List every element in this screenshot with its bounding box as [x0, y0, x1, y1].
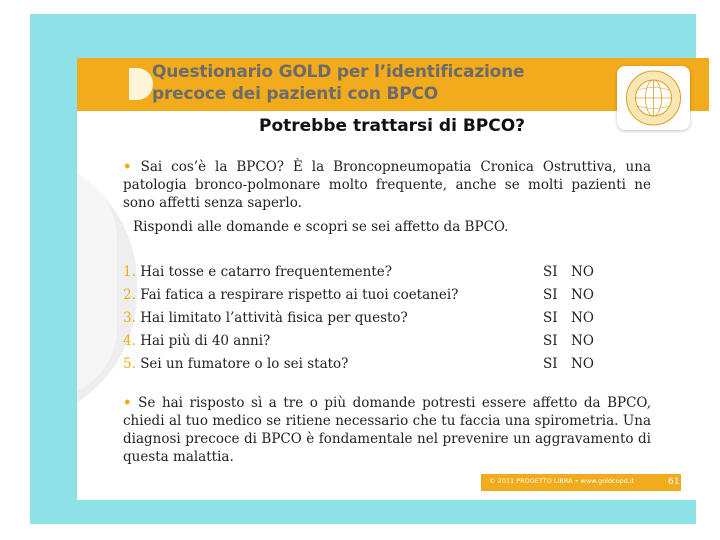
- gold-logo: [617, 66, 690, 130]
- answer-yes: SI: [543, 333, 558, 349]
- answer-no: NO: [571, 264, 594, 280]
- question-text: Hai più di 40 anni?: [140, 333, 271, 349]
- question-row: [123, 310, 643, 330]
- closing-text: Se hai risposto sì a tre o più domande potresti essere affetto da BPCO, chiedi al tuo medico se ritiene necessario che tu faccia una spirometria. Una diagnosi precoce di BPCO è fondamentale nel prevenire un aggravamento di questa malattia.: [123, 395, 651, 465]
- question-number: 5.: [123, 356, 136, 372]
- header-title-line2: precoce dei pazienti con BPCO: [152, 84, 438, 104]
- answer-yes: SI: [543, 287, 558, 303]
- question-text: Sei un fumatore o lo sei stato?: [140, 356, 349, 372]
- question-row: [123, 356, 643, 376]
- bullet-icon: •: [123, 159, 132, 175]
- question-text: Hai limitato l’attività fisica per questo?: [140, 310, 408, 326]
- question-text: Hai tosse e catarro frequentemente?: [140, 264, 393, 280]
- answer-no: NO: [571, 310, 594, 326]
- slide-frame: [30, 14, 696, 524]
- answer-yes: SI: [543, 356, 558, 372]
- answer-no: NO: [571, 287, 594, 303]
- footer-bar: [481, 474, 681, 491]
- question-number: 4.: [123, 333, 136, 349]
- question-number: 3.: [123, 310, 136, 326]
- question-number: 2.: [123, 287, 136, 303]
- slide-subtitle: Potrebbe trattarsi di BPCO?: [259, 116, 526, 136]
- instruction-text: Rispondi alle domande e scopri se sei affetto da BPCO.: [133, 219, 509, 235]
- answer-no: NO: [571, 333, 594, 349]
- question-text: Fai fatica a respirare rispetto ai tuoi coetanei?: [140, 287, 459, 303]
- intro-paragraph: [123, 158, 651, 212]
- intro-text: Sai cos’è la BPCO? È la Broncopneumopatia Cronica Ostruttiva, una patologia bronco-polmonare molto frequente, anche se molti pazienti ne sono affetti senza saperlo.: [123, 159, 651, 211]
- header-band: [77, 58, 709, 111]
- answer-no: NO: [571, 356, 594, 372]
- question-row: [123, 264, 643, 284]
- header-decoration: [129, 68, 153, 100]
- header-title-line1: Questionario GOLD per l’identificazione: [152, 62, 525, 82]
- page-number: 61: [668, 477, 680, 487]
- question-row: [123, 287, 643, 307]
- question-number: 1.: [123, 264, 136, 280]
- globe-logo-icon: [621, 68, 686, 128]
- closing-paragraph: [123, 394, 651, 466]
- bullet-icon: •: [123, 395, 132, 411]
- answer-yes: SI: [543, 264, 558, 280]
- header-title: [152, 61, 622, 105]
- footer-copyright: © 2011 PROGETTO LIBRA • www.goldcopd.it: [489, 477, 635, 485]
- slide: [77, 58, 709, 500]
- answer-yes: SI: [543, 310, 558, 326]
- question-row: [123, 333, 643, 353]
